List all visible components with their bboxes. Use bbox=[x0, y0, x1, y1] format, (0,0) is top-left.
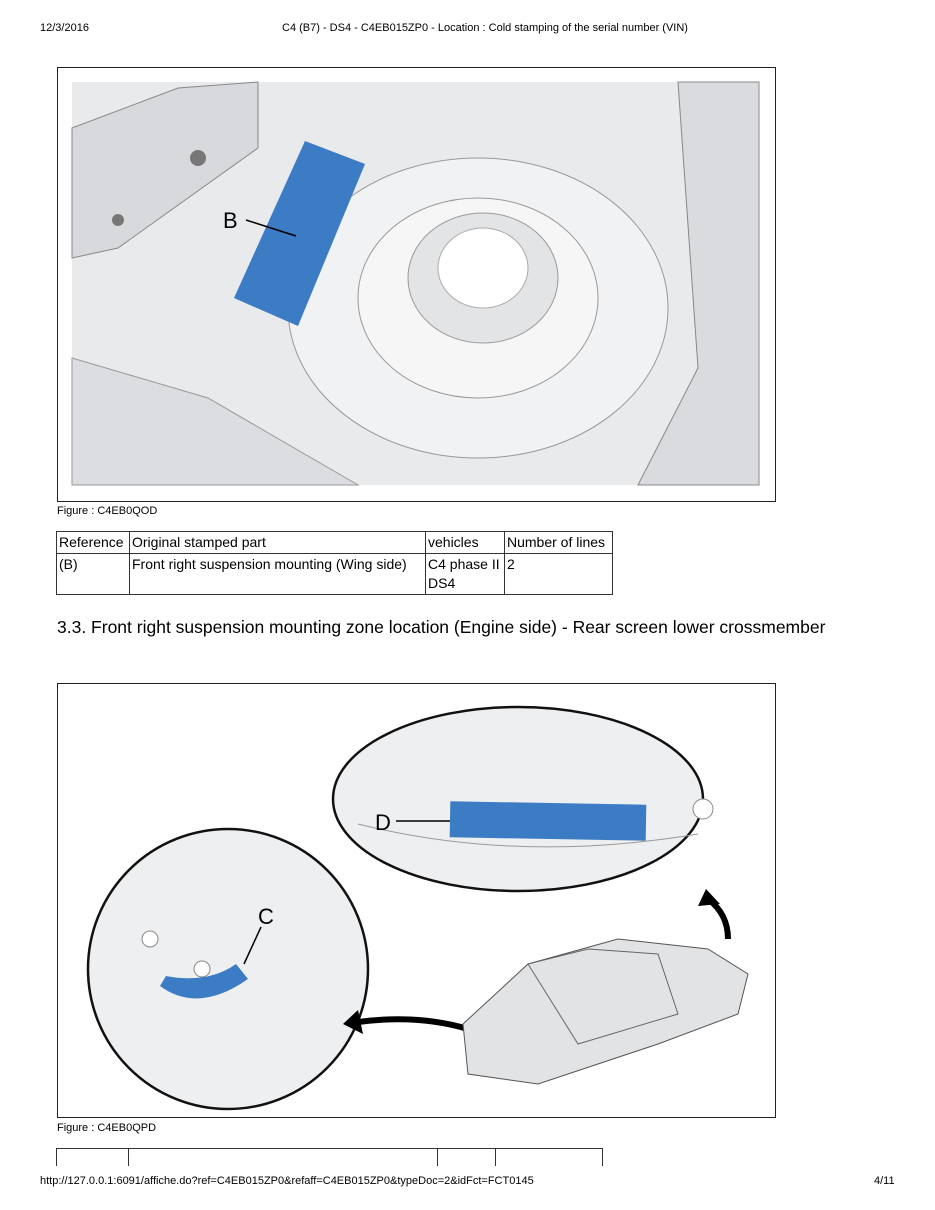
page-url: http://127.0.0.1:6091/affiche.do?ref=C4EB015ZP0&refaff=C4EB015ZP0&typeDoc=2&idFct=FCT0145 bbox=[40, 1175, 534, 1187]
stamp-zone-d bbox=[450, 801, 647, 840]
section-heading: 3.3. Front right suspension mounting zone location (Engine side) - Rear screen lower crossmember bbox=[57, 617, 826, 637]
label-b: B bbox=[223, 208, 238, 233]
cell-reference: (B) bbox=[57, 554, 130, 595]
table-header-row bbox=[57, 532, 613, 554]
figure-1-illustration bbox=[58, 68, 775, 501]
label-c: C bbox=[258, 904, 274, 929]
label-d: D bbox=[375, 810, 391, 835]
col-reference: Reference bbox=[57, 532, 130, 554]
figure-1-caption: Figure : C4EB0QOD bbox=[57, 505, 158, 517]
figure-2-illustration bbox=[58, 684, 775, 1117]
col-part: Original stamped part bbox=[130, 532, 426, 554]
col-vehicles: vehicles bbox=[426, 532, 505, 554]
table-2-partial bbox=[56, 1148, 603, 1166]
car-body-icon bbox=[463, 939, 748, 1084]
figure-2 bbox=[57, 683, 776, 1118]
stamped-part-table bbox=[56, 531, 613, 595]
figure-1 bbox=[57, 67, 776, 502]
vehicle-2: DS4 bbox=[428, 575, 456, 591]
table-row bbox=[57, 554, 613, 595]
vehicle-1: C4 phase II bbox=[428, 556, 500, 572]
cell-lines: 2 bbox=[505, 554, 613, 595]
cell-part: Front right suspension mounting (Wing side) bbox=[130, 554, 426, 595]
col-lines: Number of lines bbox=[505, 532, 613, 554]
page-number: 4/11 bbox=[874, 1175, 895, 1187]
print-date: 12/3/2016 bbox=[40, 22, 89, 34]
cell-vehicles bbox=[426, 554, 505, 595]
page-title: C4 (B7) - DS4 - C4EB015ZP0 - Location : Cold stamping of the serial number (VIN) bbox=[282, 22, 688, 34]
figure-2-caption: Figure : C4EB0QPD bbox=[57, 1122, 157, 1134]
